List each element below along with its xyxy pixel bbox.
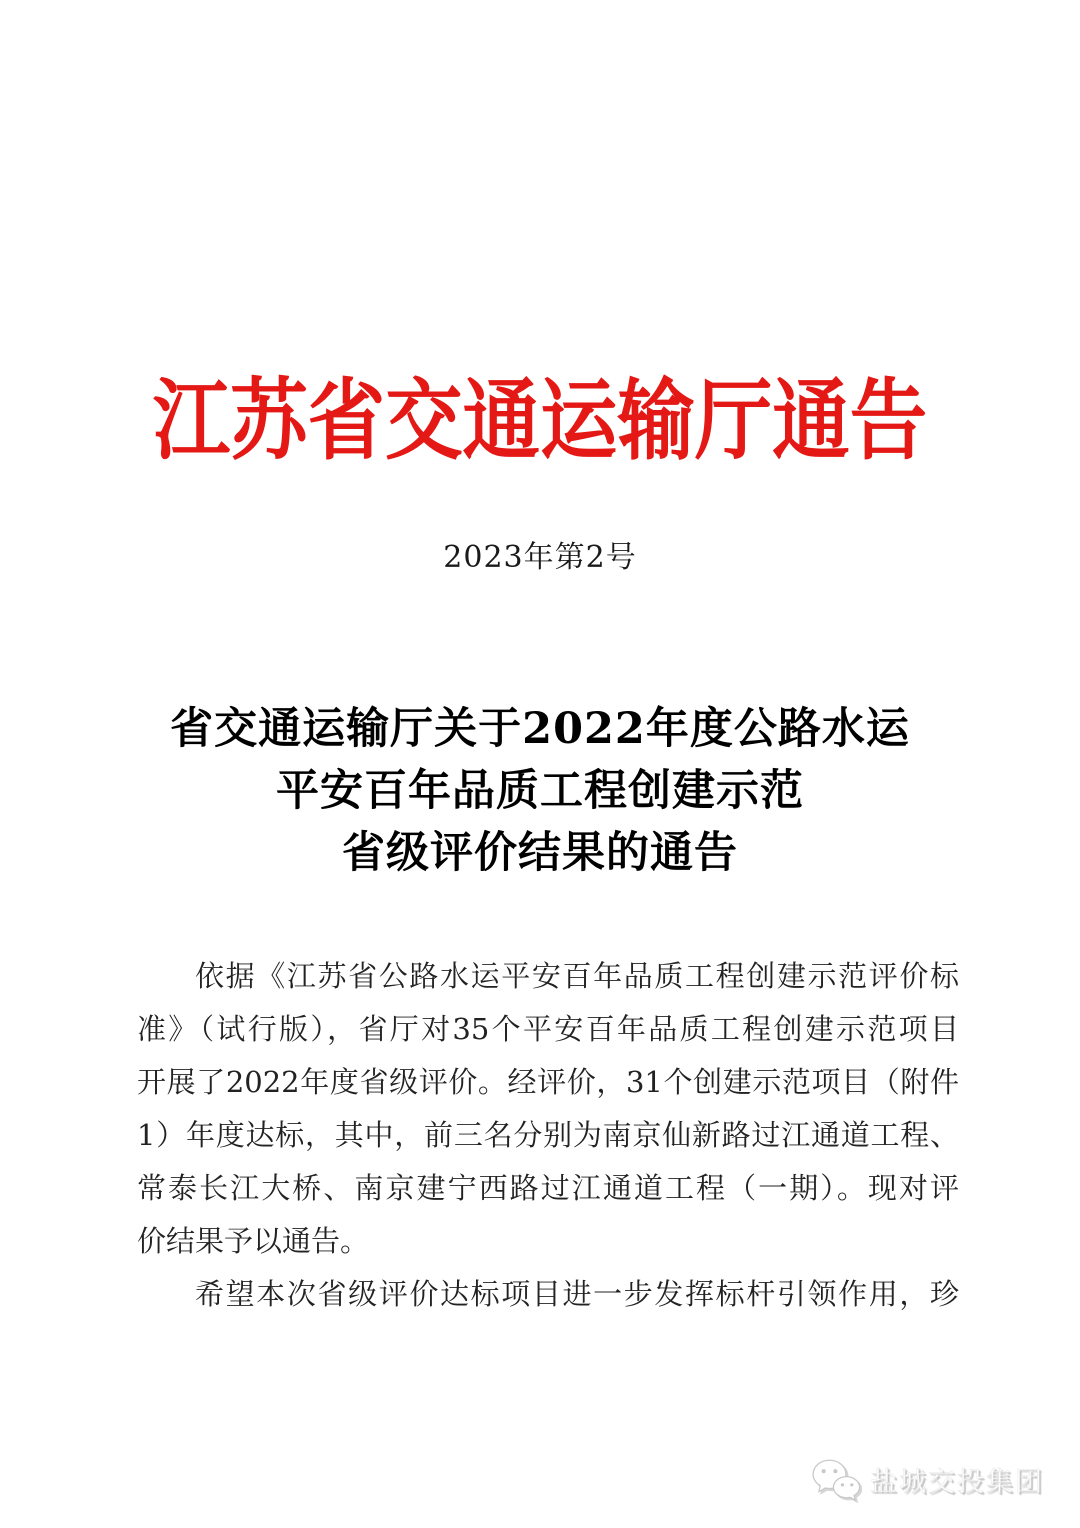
body-line: 希望本次省级评价达标项目进一步发挥标杆引领作用，珍 — [195, 1277, 959, 1311]
notice-heading-line: 省交通运输厅关于2022年度公路水运 — [170, 704, 910, 754]
body-line: 价结果予以通告。 — [137, 1224, 370, 1258]
doc-number: 2023年第2号 — [443, 540, 637, 575]
notice-heading-line: 平安百年品质工程创建示范 — [276, 766, 804, 816]
notice-heading — [0, 698, 1080, 884]
wechat-icon — [810, 1456, 860, 1502]
watermark — [810, 1456, 1044, 1502]
notice-body — [137, 950, 959, 1321]
watermark-label: 盐城交投集团 — [870, 1466, 1044, 1498]
body-line: 依据《江苏省公路水运平安百年品质工程创建示范评价标 — [195, 959, 959, 993]
masthead-title: 江苏省交通运输厅通告 — [152, 368, 928, 472]
body-line: 1）年度达标，其中，前三名分别为南京仙新路过江通道工程、 — [137, 1118, 959, 1152]
body-line: 开展了2022年度省级评价。经评价，31个创建示范项目（附件 — [137, 1065, 959, 1099]
body-line: 常泰长江大桥、南京建宁西路过江通道工程（一期）。现对评 — [137, 1171, 959, 1205]
notice-heading-line: 省级评价结果的通告 — [342, 828, 738, 878]
body-line: 准》（试行版），省厅对35个平安百年品质工程创建示范项目 — [137, 1012, 959, 1046]
